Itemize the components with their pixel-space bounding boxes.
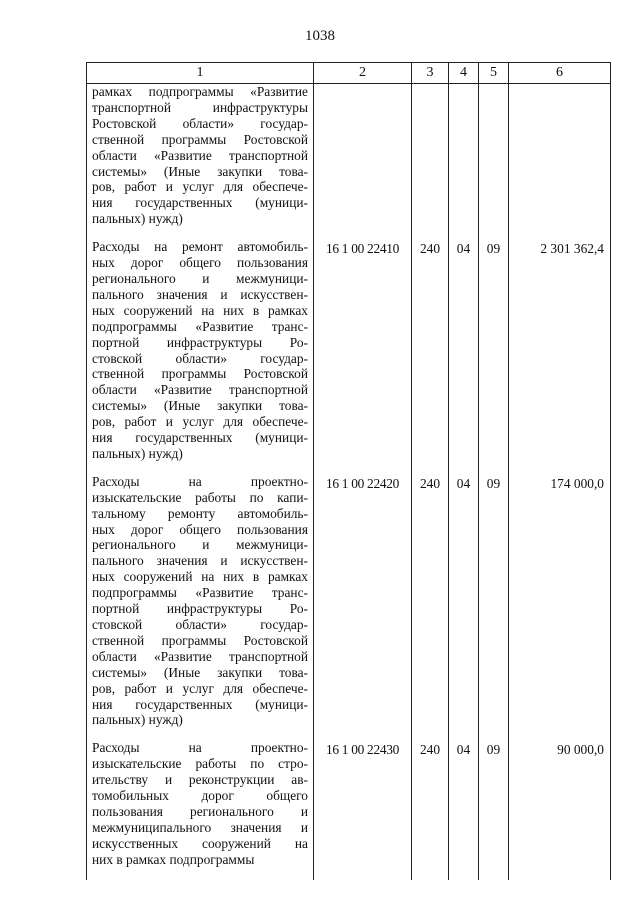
- table-row: [87, 84, 611, 240]
- column-header-2: 2: [314, 63, 412, 84]
- amount-value: [509, 84, 611, 240]
- section-code: 04: [449, 239, 479, 474]
- description-line: пальных) нужд): [92, 445, 183, 461]
- column-header-3: 3: [412, 63, 449, 84]
- amount-value: 174 000,0: [509, 474, 611, 741]
- section-code: 04: [449, 474, 479, 741]
- column-header-6: 6: [509, 63, 611, 84]
- description-line: рамках подпрограммы «Развитие: [92, 84, 308, 99]
- expense-description: [87, 239, 314, 474]
- description-line: них в рамках подпрограммы: [92, 851, 255, 867]
- target-article-code: [314, 84, 412, 240]
- description-line: транспортной инфраструктуры: [92, 99, 308, 115]
- description-line: томобильных дорог общего: [92, 788, 308, 804]
- subsection-code: 09: [479, 474, 509, 741]
- budget-table: [86, 62, 611, 880]
- description-line: тальному ремонту автомобиль-: [92, 505, 308, 521]
- description-line: пального значения и искусствен-: [92, 553, 308, 569]
- expense-description: [87, 84, 314, 240]
- expense-description: [87, 740, 314, 879]
- description-line: ров, работ и услуг для обеспече-: [92, 680, 308, 696]
- expense-type-code: 240: [412, 740, 449, 879]
- description-line: ния государственных (муници-: [92, 430, 308, 446]
- description-line: системы» (Иные закупки това-: [92, 398, 308, 414]
- column-header-1: 1: [87, 63, 314, 84]
- description-line: области «Развитие транспортной: [92, 382, 308, 398]
- column-header-5: 5: [479, 63, 509, 84]
- description-line: искусственных сооружений на: [92, 835, 308, 851]
- description-line: межмуниципального значения и: [92, 819, 308, 835]
- description-line: стовской области» государ-: [92, 350, 308, 366]
- description-line: Расходы на проектно-: [92, 473, 308, 489]
- description-line: пальных) нужд): [92, 211, 183, 227]
- table-row: [87, 740, 611, 879]
- target-article-code: 16 1 00 22420: [314, 474, 412, 741]
- expense-type-code: 240: [412, 239, 449, 474]
- subsection-code: 09: [479, 239, 509, 474]
- description-line: регионального и межмуници-: [92, 537, 308, 553]
- expense-description: [87, 474, 314, 741]
- description-line: пользования регионального и: [92, 803, 308, 819]
- description-line: ных сооружений на них в рамках: [92, 302, 308, 318]
- description-line: подпрограммы «Развитие транс-: [92, 318, 308, 334]
- description-line: изыскательские работы по стро-: [92, 756, 308, 772]
- expense-type-code: [412, 84, 449, 240]
- subsection-code: [479, 84, 509, 240]
- description-line: регионального и межмуници-: [92, 270, 308, 286]
- page-number: 1038: [305, 28, 335, 44]
- description-line: пального значения и искусствен-: [92, 286, 308, 302]
- description-line: ительству и реконструкции ав-: [92, 772, 308, 788]
- description-line: ственной программы Ростовской: [92, 131, 308, 147]
- subsection-code: 09: [479, 740, 509, 879]
- description-line: ственной программы Ростовской: [92, 632, 308, 648]
- description-line: ров, работ и услуг для обеспече-: [92, 179, 308, 195]
- description-line: ния государственных (муници-: [92, 195, 308, 211]
- table-row: [87, 474, 611, 741]
- amount-value: 2 301 362,4: [509, 239, 611, 474]
- section-code: [449, 84, 479, 240]
- description-line: ных дорог общего пользования: [92, 521, 308, 537]
- column-header-4: 4: [449, 63, 479, 84]
- description-line: стовской области» государ-: [92, 617, 308, 632]
- target-article-code: 16 1 00 22430: [314, 740, 412, 879]
- description-line: Ростовской области» государ-: [92, 115, 308, 131]
- description-line: ров, работ и услуг для обеспече-: [92, 414, 308, 430]
- description-line: портной инфраструктуры Ро-: [92, 601, 308, 617]
- description-line: ных дорог общего пользования: [92, 255, 308, 271]
- section-code: 04: [449, 740, 479, 879]
- target-article-code: 16 1 00 22410: [314, 239, 412, 474]
- description-line: области «Развитие транспортной: [92, 147, 308, 163]
- description-line: Расходы на проектно-: [92, 740, 308, 756]
- description-line: ственной программы Ростовской: [92, 366, 308, 382]
- amount-value: 90 000,0: [509, 740, 611, 879]
- description-line: Расходы на ремонт автомобиль-: [92, 239, 308, 255]
- description-line: ния государственных (муници-: [92, 696, 308, 712]
- description-line: ных сооружений на них в рамках: [92, 569, 308, 585]
- description-line: изыскательские работы по капи-: [92, 489, 308, 505]
- description-line: области «Развитие транспортной: [92, 648, 308, 664]
- expense-type-code: 240: [412, 474, 449, 741]
- table-row: [87, 239, 611, 474]
- description-line: системы» (Иные закупки това-: [92, 664, 308, 680]
- table-header-row: [87, 63, 611, 84]
- description-line: портной инфраструктуры Ро-: [92, 334, 308, 350]
- description-line: подпрограммы «Развитие транс-: [92, 585, 308, 601]
- description-line: системы» (Иные закупки това-: [92, 163, 308, 179]
- description-line: пальных) нужд): [92, 712, 183, 728]
